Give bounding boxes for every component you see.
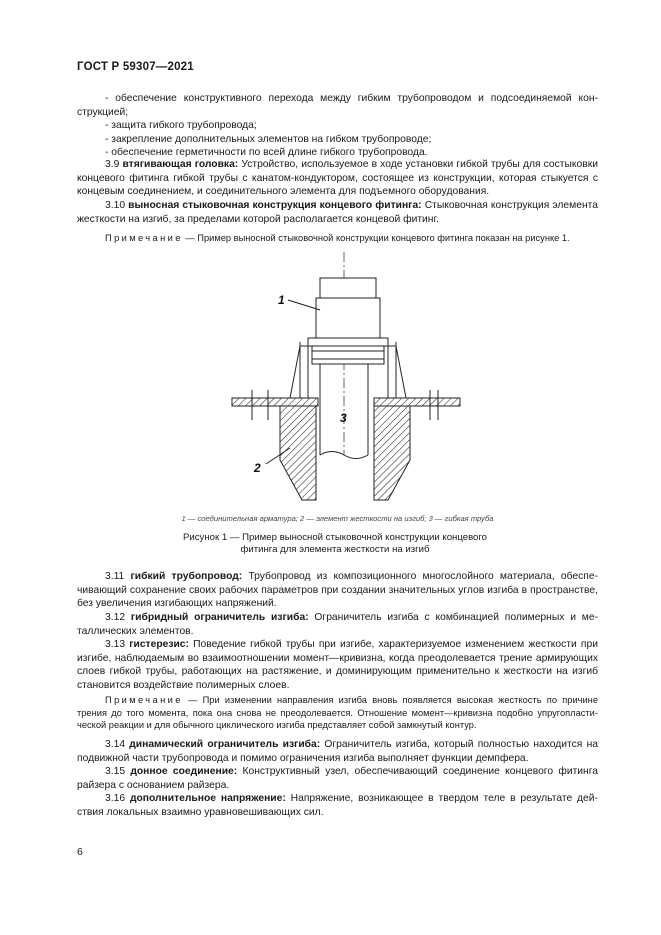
definition-text: Ограничитель изгиба с комбинацией полимерных и металлических элементов. [77,612,598,637]
definition-number: 3.11 [105,571,125,582]
definition-term: выносная стыковочная конструкция концевого фитинга: [128,200,422,211]
figure-legend: 1 — соединительная арматура; 2 — элемент жесткости на изгиб; 3 — гибкая труба [181,514,494,523]
definition-3-14 [77,738,598,765]
figure-caption-line: фитинга для элемента жесткости на изгиб [240,544,430,556]
definition-number: 3.16 [105,793,126,804]
definition-3-15 [77,765,598,792]
note-figure-reference [77,232,598,245]
definition-number: 3.12 [105,612,126,623]
figure-bend-stiffener-interface [210,250,470,508]
definition-term: динамический ограничитель изгиба: [129,739,321,750]
list-item: - защита гибкого трубопровода; [105,120,257,132]
note-text: — При изменении направления изгиба вновь появляется высокая жесткость по причине трения до того момента, пока она снова не преодолевается. Отношение момент—кривизна подобно упругопластической реакции и для обычного циклического изгиба представляет собой замкнутый контур. [77,695,598,731]
page-number: 6 [77,846,83,858]
definition-term: дополнительное напряжение: [129,793,286,804]
definition-text: Трубопровод из композиционного многослойного материала, обеспечивающий сохранение своих рабочих параметров при создании значительных углов изгиба в пространстве, без увеличения изгибающих напряжений. [77,571,598,610]
definition-3-16 [77,792,598,819]
definition-term: гибкий трубопровод: [130,571,243,582]
definition-text: Устройство, используемое в ходе установки гибкой трубы для состыковки концевого фитинга гибкой трубы с канатом-кондуктором, состоящее из конструкции, которая стыкуется с концевым соединением, и соединительного элемента для подъемного оборудования. [77,159,598,198]
intro-list [77,92,598,160]
definition-text: Ограничитель изгиба, который полностью находится на подвижной части трубопровода и помимо ограничения изгиба выполняет функции демпфера. [77,739,598,764]
definition-3-12 [77,611,598,638]
definition-text: Стыковочная конструкция элемента жесткости на изгиб, за пределами которой располагается концевой фитинг. [77,200,598,225]
definition-number: 3.9 [105,159,120,170]
definition-term: гибридный ограничитель изгиба: [130,612,309,623]
definition-3-10 [77,199,598,226]
list-item: - обеспечение герметичности по всей длине гибкого трубопровода. [105,147,428,159]
note-label: Примечание [105,695,183,705]
figure-label-1: 1 [278,293,285,307]
definition-number: 3.15 [105,766,126,777]
figure-label-2: 2 [254,461,261,475]
definition-text: Напряжение, возникающее в твердом теле в результате действия локальных взаимно уравновешивающих сил. [77,793,598,818]
definition-text: Конструктивный узел, обеспечивающий соединение концевого фитинга райзера с основанием райзера. [77,766,598,791]
note-label: Примечание [105,233,183,243]
figure-caption [140,532,530,557]
definition-text: Поведение гибкой трубы при изгибе, характеризуемое изменением жесткости при изгибе, наблюдаемым во взаимоотношении момент—кривизна, когда преодолевается трение армирующих слоев гибкой трубы, работающих на растяжение, и доминирующим применительно к жесткости на изгиб становится воздействие полимерных слоев. [77,639,598,691]
definition-number: 3.13 [105,639,126,650]
definition-3-13 [77,638,598,692]
definition-term: втягивающая головка: [122,159,239,170]
definition-3-9 [77,158,598,199]
definition-term: гистерезис: [129,639,189,650]
figure-caption-line: Рисунок 1 — Пример выносной стыковочной конструкции концевого [182,532,488,543]
definition-number: 3.10 [105,200,126,211]
definition-term: донное соединение: [130,766,238,777]
list-item: - обеспечение конструктивного перехода между гибким трубопроводом и подсоединяемой конструкцией; [77,93,598,118]
definition-3-11 [77,570,598,611]
figure-label-3: 3 [340,411,347,425]
list-item: - закрепление дополнительных элементов на гибком трубопроводе; [105,133,432,145]
document-header: ГОСТ Р 59307—2021 [77,61,194,73]
definition-number: 3.14 [105,739,126,750]
note-hysteresis [77,694,598,732]
note-text: — Пример выносной стыковочной конструкции концевого фитинга показан на рисунке 1. [182,233,570,243]
